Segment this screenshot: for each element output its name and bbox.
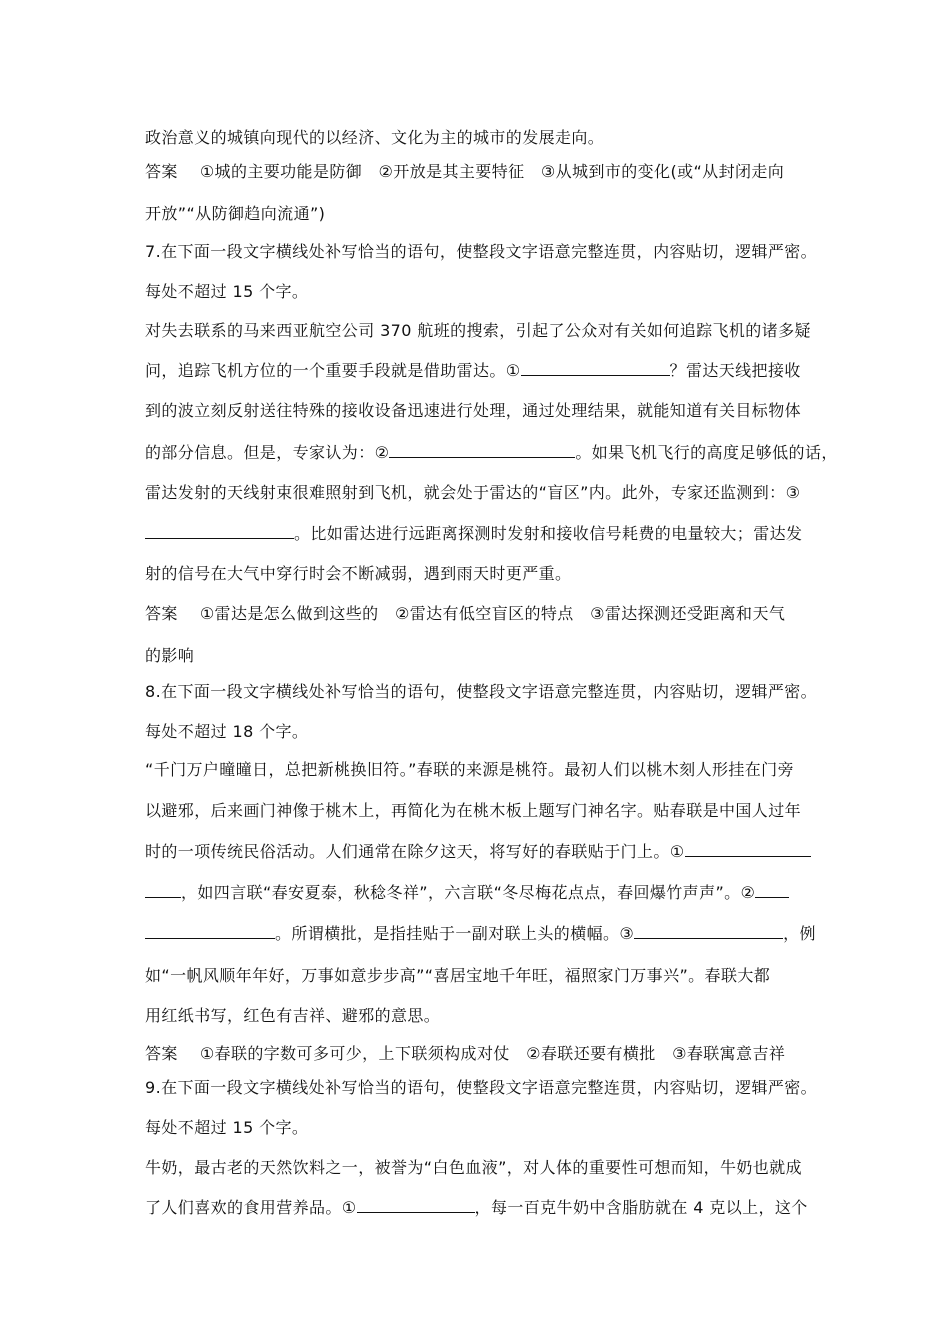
blank-line-4a[interactable] (685, 841, 811, 857)
question-7-title: 7.在下面一段文字横线处补写恰当的语句，使整段文字语意完整连贯，内容贴切，逻辑严密。 (145, 242, 818, 261)
question-9-limit: 每处不超过 15 个字。 (145, 1118, 309, 1137)
answer-6-line-1: 答案 ①城的主要功能是防御 ②开放是其主要特征 ③从城到市的变化(或“从封闭走向 (145, 162, 785, 181)
paragraph-line: 射的信号在大气中穿行时会不断减弱，遇到雨天时更严重。 (145, 564, 572, 583)
paragraph-line: 对失去联系的马来西亚航空公司 370 航班的搜索，引起了公众对有关如何追踪飞机的诸多疑 (145, 321, 811, 340)
blank-line-3[interactable] (145, 523, 294, 539)
question-8-limit: 每处不超过 18 个字。 (145, 722, 309, 741)
paragraph-line: 用红纸书写，红色有吉祥、避邪的意思。 (145, 1006, 441, 1025)
answer-6-line-2: 开放”“从防御趋向流通”) (145, 204, 326, 223)
question-7-limit: 每处不超过 15 个字。 (145, 282, 309, 301)
answer-label: 答案 (145, 604, 178, 623)
paragraph-line: 的部分信息。但是，专家认为：② 。如果飞机飞行的高度足够低的话， (145, 443, 838, 462)
paragraph-line: 时的一项传统民俗活动。人们通常在除夕这天，将写好的春联贴于门上。① (145, 841, 811, 863)
paragraph-line: ，如四言联“春安夏泰，秋稔冬祥”，六言联“冬尽梅花点点，春回爆竹声声”。② (145, 882, 789, 904)
paragraph-line: 了人们喜欢的食用营养品。① ，每一百克牛奶中含脂肪就在 4 克以上，这个 (145, 1198, 808, 1217)
question-8-title: 8.在下面一段文字横线处补写恰当的语句，使整段文字语意完整连贯，内容贴切，逻辑严密。 (145, 682, 818, 701)
blank-line-4b[interactable] (145, 882, 181, 898)
paragraph-line: 以避邪，后来画门神像于桃木上，再简化为在桃木板上题写门神名字。贴春联是中国人过年 (145, 801, 802, 820)
paragraph-line: 雷达发射的天线射束很难照射到飞机，就会处于雷达的“盲区”内。此外，专家还监测到：③ (145, 483, 801, 502)
paragraph-line: 到的波立刻反射送往特殊的接收设备迅速进行处理，通过处理结果，就能知道有关目标物体 (145, 401, 802, 420)
blank-line-7[interactable] (357, 1197, 475, 1213)
answer-7-line-1: 答案 ①雷达是怎么做到这些的 ②雷达有低空盲区的特点 ③雷达探测还受距离和天气 (145, 604, 786, 623)
blank-line-5b[interactable] (145, 923, 275, 939)
blank-line-6[interactable] (634, 923, 783, 939)
paragraph-line: 如“一帆风顺年年好，万事如意步步高”“喜居宝地千年旺，福照家门万事兴”。春联大都 (145, 966, 771, 985)
question-9-title: 9.在下面一段文字横线处补写恰当的语句，使整段文字语意完整连贯，内容贴切，逻辑严密。 (145, 1078, 818, 1097)
paragraph-line: 。比如雷达进行远距离探测时发射和接收信号耗费的电量较大；雷达发 (145, 523, 802, 545)
paragraph-line: “千门万户曈曈日，总把新桃换旧符。”春联的来源是桃符。最初人们以桃木刻人形挂在门旁 (145, 760, 794, 779)
paragraph-line: 问，追踪飞机方位的一个重要手段就是借助雷达。① ？雷达天线把接收 (145, 361, 801, 380)
answer-label: 答案 (145, 162, 178, 181)
paragraph-line: 牛奶，最古老的天然饮料之一，被誉为“白色血液”，对人体的重要性可想而知，牛奶也就成 (145, 1158, 802, 1177)
answer-8-line-1: 答案 ①春联的字数可多可少，上下联须构成对仗 ②春联还要有横批 ③春联寓意吉祥 (145, 1044, 786, 1063)
paragraph-line: 。所谓横批，是指挂贴于一副对联上头的横幅。③ ，例 (145, 923, 816, 945)
blank-line-2[interactable] (389, 442, 575, 458)
paragraph-line: 政治意义的城镇向现代的以经济、文化为主的城市的发展走向。 (145, 128, 605, 147)
blank-line-1[interactable] (521, 360, 670, 376)
blank-line-5a[interactable] (755, 882, 789, 898)
answer-label: 答案 (145, 1044, 178, 1063)
answer-7-line-2: 的影响 (145, 646, 195, 665)
